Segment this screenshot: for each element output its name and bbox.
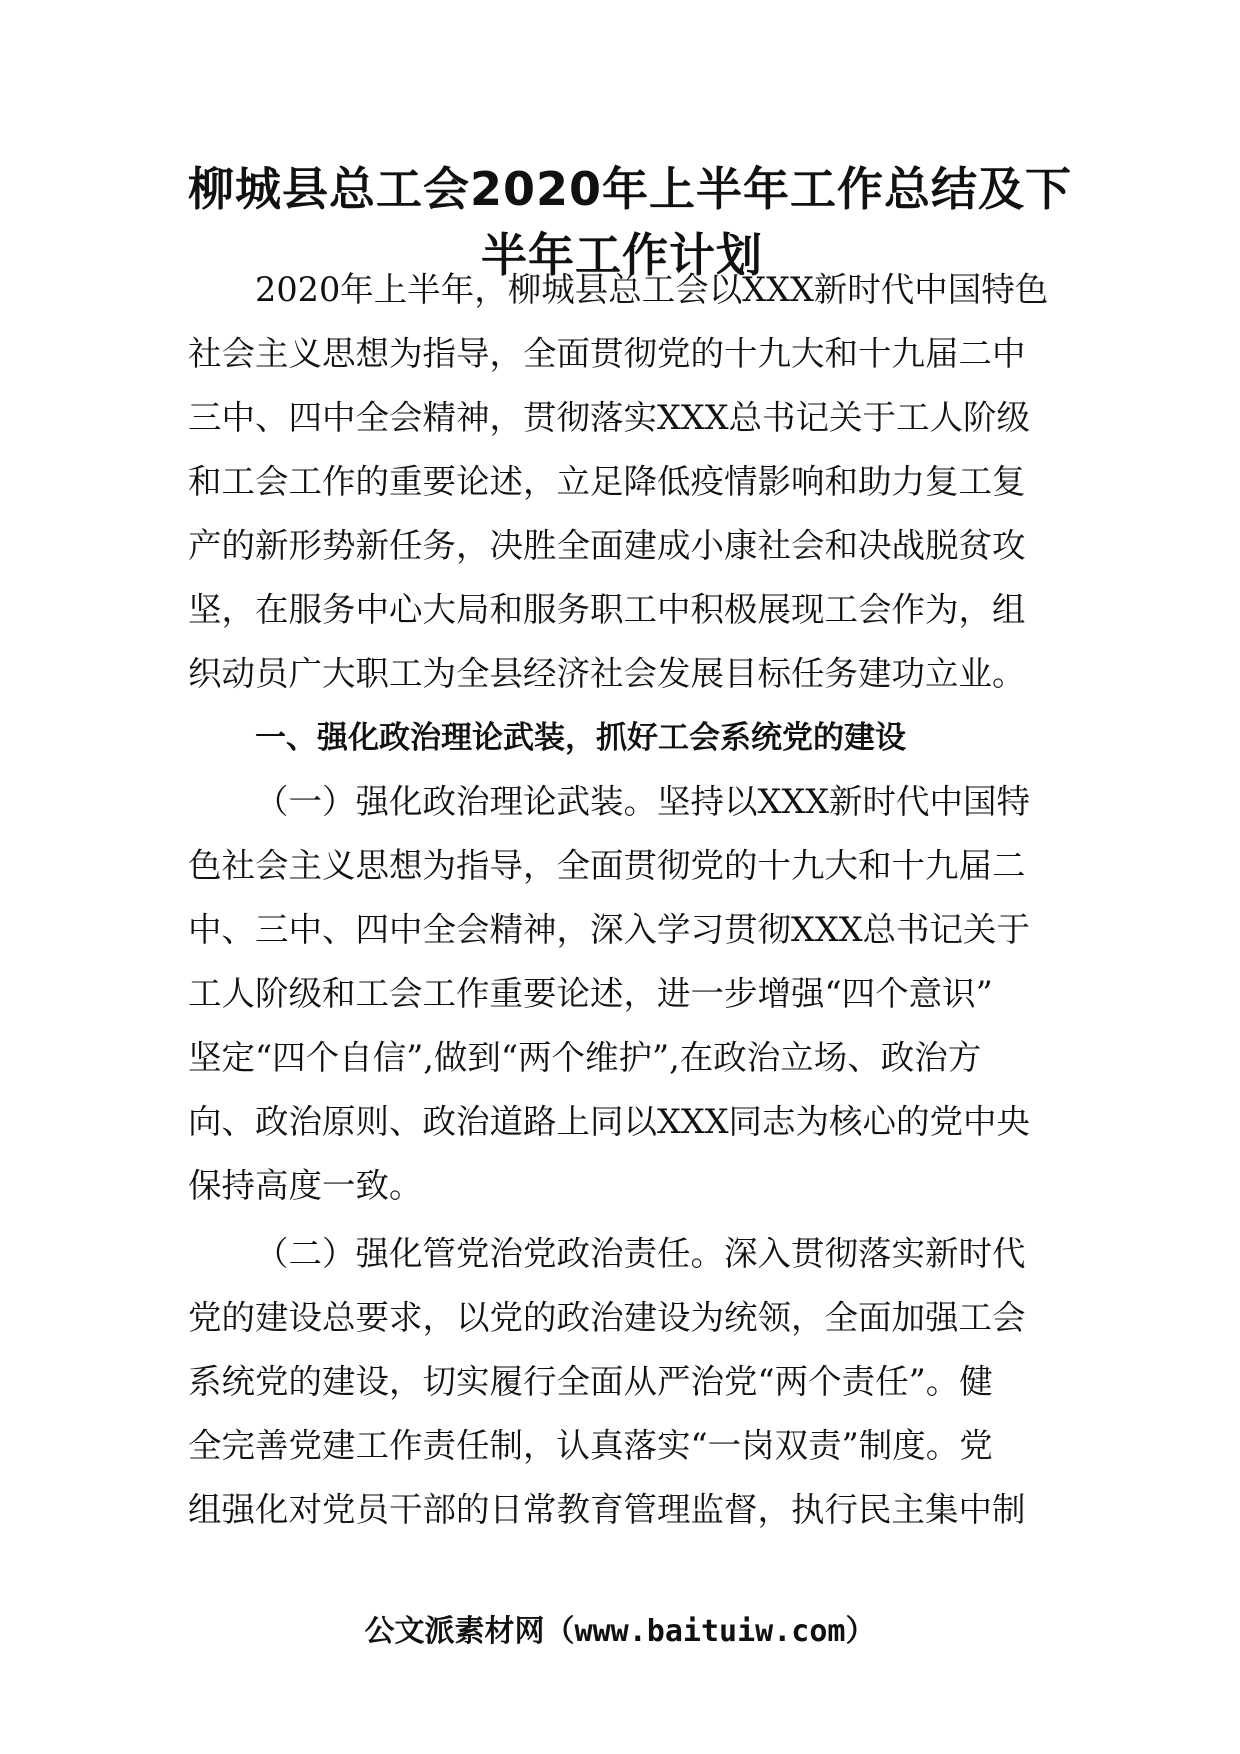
paragraph-line: 色社会主义思想为指导，全面贯彻党的十九大和十九届二 xyxy=(188,846,1026,885)
paragraph-line: 和工会工作的重要论述，立足降低疫情影响和助力复工复 xyxy=(188,462,1026,501)
paragraph-line: 社会主义思想为指导，全面贯彻党的十九大和十九届二中 xyxy=(188,334,1026,373)
section-heading: 一、强化政治理论武装，抓好工会系统党的建设 xyxy=(255,720,906,756)
paragraph-line: （一）强化政治理论武装。坚持以XXX新时代中国特 xyxy=(255,782,1031,821)
footer-watermark: 公文派素材网（www.baituiw.com） xyxy=(364,1614,876,1649)
paragraph-line: 系统党的建设，切实履行全面从严治党“两个责任”。健 xyxy=(188,1362,993,1401)
paragraph-line: （二）强化管党治党政治责任。深入贯彻落实新时代 xyxy=(255,1234,1026,1273)
paragraph-party-responsibility xyxy=(188,1222,1054,1542)
paragraph-line: 三中、四中全会精神，贯彻落实XXX总书记关于工人阶级 xyxy=(188,398,1031,437)
paragraph-line: 全完善党建工作责任制，认真落实“一岗双责”制度。党 xyxy=(188,1426,993,1465)
paragraph-line: 组强化对党员干部的日常教育管理监督，执行民主集中制 xyxy=(188,1490,1026,1529)
paragraph-line: 织动员广大职工为全县经济社会发展目标任务建功立业。 xyxy=(188,654,1026,693)
paragraph-intro xyxy=(188,258,1054,706)
paragraph-line: 保持高度一致。 xyxy=(188,1166,423,1205)
title-line: 柳城县总工会2020年上半年工作总结及下 xyxy=(188,162,1073,216)
paragraph-line: 坚定“四个自信”,做到“两个维护”,在政治立场、政治方 xyxy=(188,1038,982,1077)
paragraph-line: 2020年上半年，柳城县总工会以XXX新时代中国特色 xyxy=(255,270,1049,309)
paragraph-line: 党的建设总要求，以党的政治建设为统领，全面加强工会 xyxy=(188,1298,1026,1337)
title-line: 半年工作计划 xyxy=(481,228,763,282)
paragraph-line: 中、三中、四中全会精神，深入学习贯彻XXX总书记关于 xyxy=(188,910,1031,949)
paragraph-line: 工人阶级和工会工作重要论述，进一步增强“四个意识” xyxy=(188,974,993,1013)
paragraph-political-theory xyxy=(188,770,1054,1218)
paragraph-line: 坚，在服务中心大局和服务职工中积极展现工会作为，组 xyxy=(188,590,1026,629)
document-body xyxy=(188,258,1054,1542)
paragraph-line: 向、政治原则、政治道路上同以XXX同志为核心的党中央 xyxy=(188,1102,1031,1141)
paragraph-line: 产的新形势新任务，决胜全面建成小康社会和决战脱贫攻 xyxy=(188,526,1026,565)
